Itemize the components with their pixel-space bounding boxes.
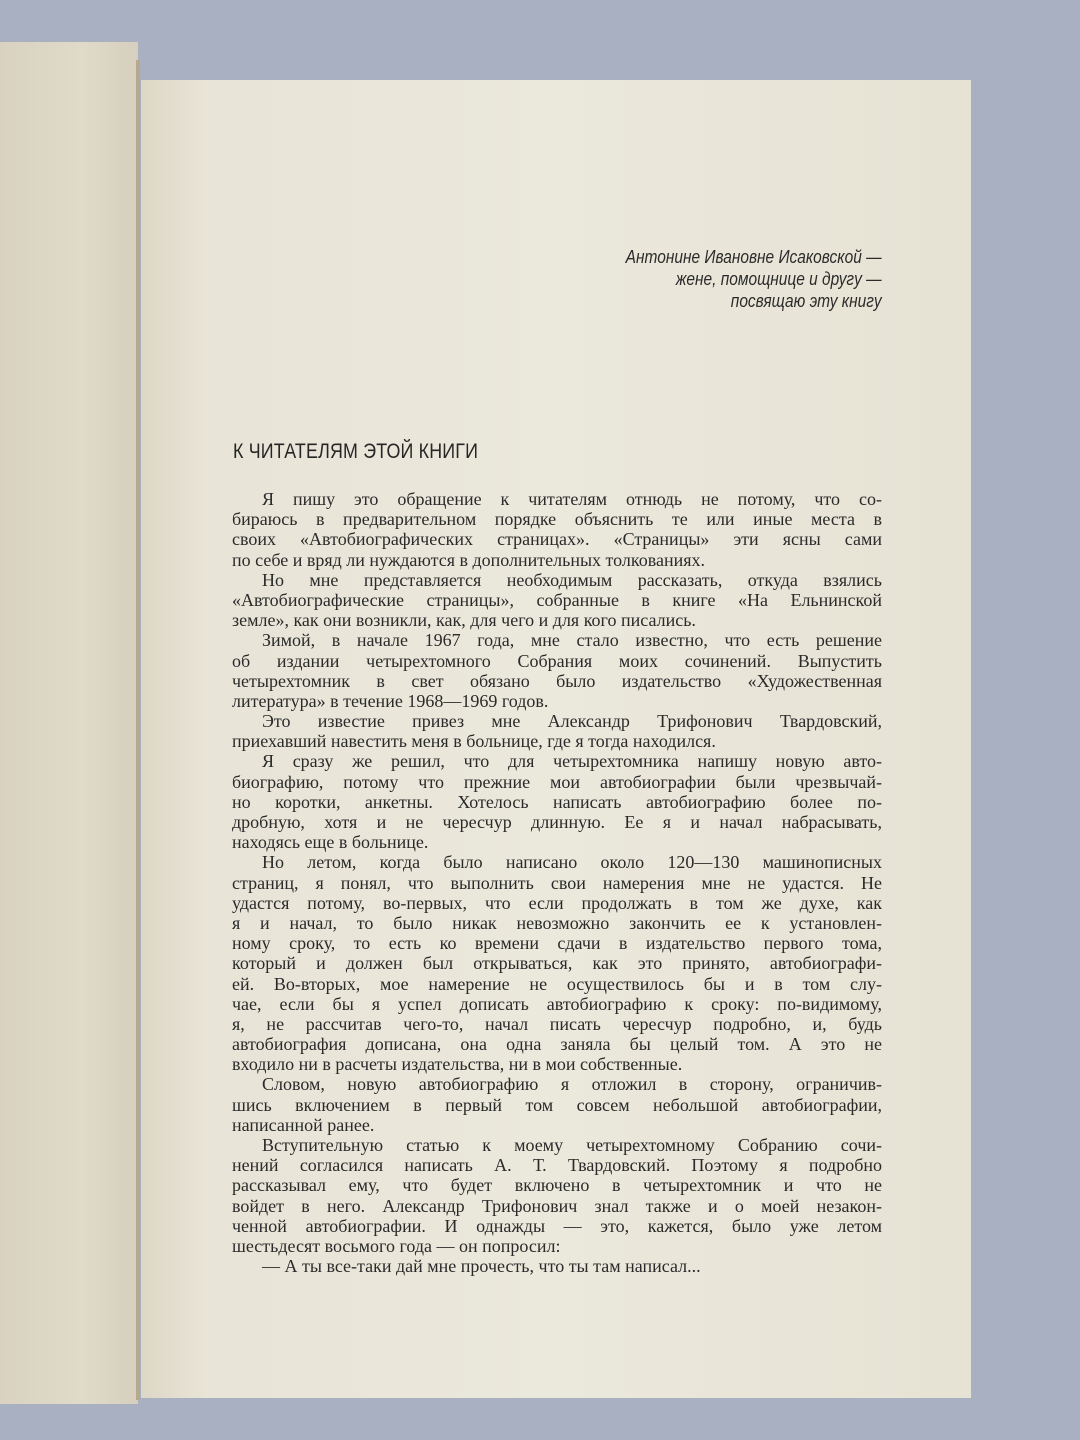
text-line: приехавший навестить меня в больнице, где я тогда находился. — [232, 731, 716, 752]
text-line: чае, если бы я успел дописать автобиографию к сроку: по-видимому, — [232, 993, 882, 1014]
body-text — [232, 489, 882, 1276]
text-line: входило ни в расчеты издательства, ни в мои собственные. — [232, 1054, 683, 1075]
paragraph — [232, 1135, 882, 1256]
dedication — [626, 246, 882, 312]
paragraph — [232, 751, 882, 852]
text-line: войдет в него. Александр Трифонович знал также и о моей незакон- — [232, 1195, 882, 1216]
text-line: написанной ранее. — [232, 1114, 375, 1135]
text-line: Зимой, в начале 1967 года, мне стало известно, что есть решение — [262, 630, 882, 651]
text-line: шестьдесят восьмого года — он попросил: — [232, 1235, 561, 1256]
paragraph — [232, 1256, 882, 1276]
text-line: но коротки, анкетны. Хотелось написать автобиографию более по- — [232, 791, 882, 812]
text-line: Но мне представляется необходимым рассказать, откуда взялись — [262, 569, 882, 590]
paragraph — [232, 489, 882, 570]
text-line: Словом, новую автобиографию я отложил в сторону, ограничив- — [262, 1074, 882, 1095]
text-line: ному сроку, то есть ко времени сдачи в издательство первого тома, — [232, 933, 882, 954]
dedication-line: Антонине Ивановне Исаковской — — [626, 247, 882, 267]
text-line: ей. Во-вторых, мое намерение не осуществилось бы и в том слу- — [232, 973, 882, 994]
text-line: шись включением в первый том совсем небольшой автобиографии, — [232, 1094, 882, 1115]
text-line: Я сразу же решил, что для четырехтомника напишу новую авто- — [262, 751, 882, 772]
text-line: я и начал, то было никак невозможно закончить ее к установлен- — [232, 912, 882, 933]
text-line: по себе и вряд ли нуждаются в дополнительных толкованиях. — [232, 549, 706, 570]
dedication-line: жене, помощнице и другу — — [676, 269, 882, 289]
facing-page — [0, 42, 138, 1404]
text-line: — А ты все-таки дай мне прочесть, что ты там написал... — [262, 1256, 701, 1277]
text-line: я, не рассчитав чего-то, начал писать чересчур подробно, и, будь — [232, 1013, 882, 1034]
text-line: который и должен был открываться, как это принято, автобиографи- — [232, 953, 882, 974]
text-line: четырехтомник в свет обязано было издательство «Художественная — [232, 670, 882, 691]
text-line: литература» в течение 1968—1969 годов. — [232, 690, 549, 711]
text-line: удастся потому, во-первых, что если продолжать в том же духе, как — [232, 892, 882, 913]
text-line: земле», как они возникли, как, для чего и для кого писались. — [232, 610, 696, 631]
text-line: рассказывал ему, что будет включено в четырехтомник и что не — [232, 1175, 882, 1196]
dedication-line: посвящаю эту книгу — [731, 291, 882, 311]
text-line: автобиография дописана, она одна заняла бы целый том. А это не — [232, 1034, 882, 1055]
text-line: «Автобиографические страницы», собранные в книге «На Ельнинской — [232, 589, 882, 610]
text-line: своих «Автобиографических страницах». «Страницы» эти ясны сами — [232, 529, 882, 550]
text-line: страниц, я понял, что выполнить свои намерения мне не удастся. Не — [232, 872, 882, 893]
text-line: Я пишу это обращение к читателям отнюдь не потому, что со- — [262, 489, 882, 509]
text-line: биографию, потому что прежние мои автобиографии были чрезвычай- — [232, 771, 882, 792]
text-line: об издании четырехтомного Собрания моих сочинений. Выпустить — [232, 650, 882, 671]
paragraph — [232, 570, 882, 631]
text-line: нений согласился написать А. Т. Твардовский. Поэтому я подробно — [232, 1155, 882, 1176]
paragraph — [232, 852, 882, 1074]
paragraph — [232, 1074, 882, 1135]
text-line: бираюсь в предварительном порядке объяснить те или иные места в — [232, 509, 882, 530]
book-gutter — [136, 60, 140, 1400]
chapter-heading: К ЧИТАТЕЛЯМ ЭТОЙ КНИГИ — [233, 440, 479, 463]
text-line: Но летом, когда было написано около 120—130 машинописных — [262, 852, 882, 873]
text-line: ченной автобиографии. И однажды — это, кажется, было уже летом — [232, 1215, 882, 1236]
paragraph — [232, 630, 882, 711]
text-line: Вступительную статью к моему четырехтомному Собранию сочи- — [262, 1135, 882, 1155]
paragraph — [232, 711, 882, 751]
text-line: Это известие привез мне Александр Трифонович Твардовский, — [262, 711, 882, 732]
text-line: находясь еще в больнице. — [232, 832, 429, 853]
text-line: дробную, хотя и не чересчур длинную. Ее я и начал набрасывать, — [232, 812, 882, 832]
